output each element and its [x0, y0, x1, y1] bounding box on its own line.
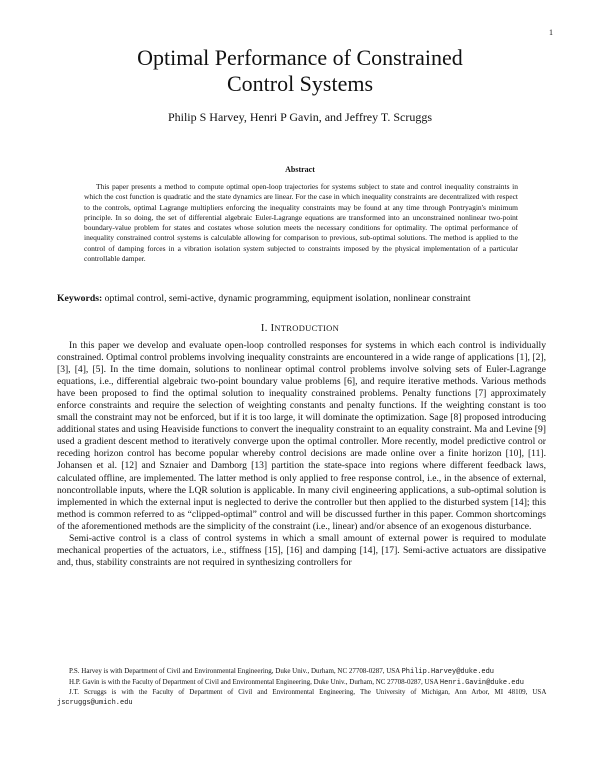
paper-title-line-2: Control Systems	[226, 71, 374, 96]
page-number: 1	[549, 28, 553, 37]
footnote-harvey-email[interactable]: Philip.Harvey@duke.edu	[401, 668, 495, 676]
keywords	[57, 293, 547, 305]
footnote-scruggs	[57, 688, 546, 708]
paper-title	[0, 45, 600, 97]
footnote-gavin	[57, 678, 546, 689]
section-heading-rest: NTRODUCTION	[274, 323, 340, 333]
footnote-gavin-email[interactable]: Henri.Gavin@duke.edu	[439, 678, 524, 687]
body-paragraph-2: Semi-active control is a class of control systems in which a small amount of external power is required to modulate mechanical properties of the actuators, i.e., stiffness [15], [16] and damping [14], [17]. Semi-active actuators are dissipative and, thus, stability constraints are not required in synthesizing controllers for	[57, 532, 546, 568]
body-text	[57, 340, 546, 569]
author-list: Philip S Harvey, Henri P Gavin, and Jeffrey T. Scruggs	[167, 110, 433, 124]
section-heading-numeral: I. I	[260, 323, 275, 334]
section-heading-introduction	[0, 323, 600, 334]
footnote-scruggs-text: J.T. Scruggs is with the Faculty of Department of Civil and Environmental Engineering, The University of Michigan, Ann Arbor, MI 48109, USA	[69, 688, 546, 697]
paper-title-line-1: Optimal Performance of Constrained	[137, 45, 463, 70]
body-paragraph-1: In this paper we develop and evaluate open-loop controlled responses for systems in which each control is individually constrained. Optimal control problems involving inequality constraints are encountered in a wide range of applications [1], [2], [3], [4], [5]. In the time domain, solutions to nonlinear optimal control problems involve solving sets of Euler-Lagrange equations, i.e., differential algebraic two-point boundary value problems [6], and require iterative methods. Various methods have been proposed to find the optimal solution to inequality constrained problems. Penalty functions [7] approximately enforce constraints and require the selection of weighting constants and penalty functions. If the weighting constant is too small the constraint may not be enforced, but if it is too large, it will dominate the optimization. Sage [8] proposed introducing additional states and using Heaviside functions to convert the inequality constraint to an equality constraint. Ma and Levine [9] used a gradient descent method to iteratively converge upon the optimal controller. More recently, model predictive control or receding horizon control has become popular whereby control decisions are made online over a finite horizon [10], [11]. Johansen et al. [12] and Sznaier and Damborg [13] partition the state-space into regions where different feedback laws, calculated offline, are implemented. The latter method is only applied to free response control, i.e., in the absence of external, noncontrollable inputs, where the LQR solution is applicable. In many civil engineering applications, a sub-optimal solution is implemented in which the external input is neglected to derive the controller but then applied to the disturbed system [14]; this method is common referred to as “clipped-optimal” control and will be discussed further in this paper. Common shortcomings of the aforementioned methods are the simplicity of the constraint (i.e., linear) and/or absence of an exogenous disturbance.	[57, 340, 546, 532]
footnote-gavin-text: H.P. Gavin is with the Faculty of Department of Civil and Environmental Engineering, Duke Univ., Durham, NC 27708-0287, USA	[69, 677, 439, 686]
abstract-heading: Abstract	[285, 165, 315, 174]
footnote-scruggs-email[interactable]: jscruggs@umich.edu	[57, 698, 133, 707]
footnote-harvey-text: P.S. Harvey is with Department of Civil and Environmental Engineering, Duke Univ., Durham, NC 27708-0287, USA	[69, 667, 400, 675]
keywords-text: optimal control, semi-active, dynamic programming, equipment isolation, nonlinear constraint	[104, 293, 471, 304]
abstract-text: This paper presents a method to compute optimal open-loop trajectories for systems subject to state and control inequality constraints in which the cost function is quadratic and the state dynamics are linear. For the case in which inequality constraints are decentralized with respect to the controls, optimal Lagrange multipliers enforcing the inequality constraints may be found at any time through Pontryagin's minimum principle. In so doing, the set of differential algebraic Euler-Lagrange equations are transformed into an unconstrained nonlinear two-point boundary-value problem for states and costates whose solution meets the necessary conditions for optimality. The optimal performance of inequality constrained control systems is calculable allowing for comparison to previous, sub-optimal solutions. The method is applied to the control of damping forces in a vibration isolation system subjected to constraints imposed by the physical implementation of a particular controllable damper.	[84, 182, 518, 264]
keywords-label: Keywords:	[57, 293, 103, 304]
author-footnotes	[57, 667, 546, 708]
footnote-harvey	[57, 667, 546, 678]
